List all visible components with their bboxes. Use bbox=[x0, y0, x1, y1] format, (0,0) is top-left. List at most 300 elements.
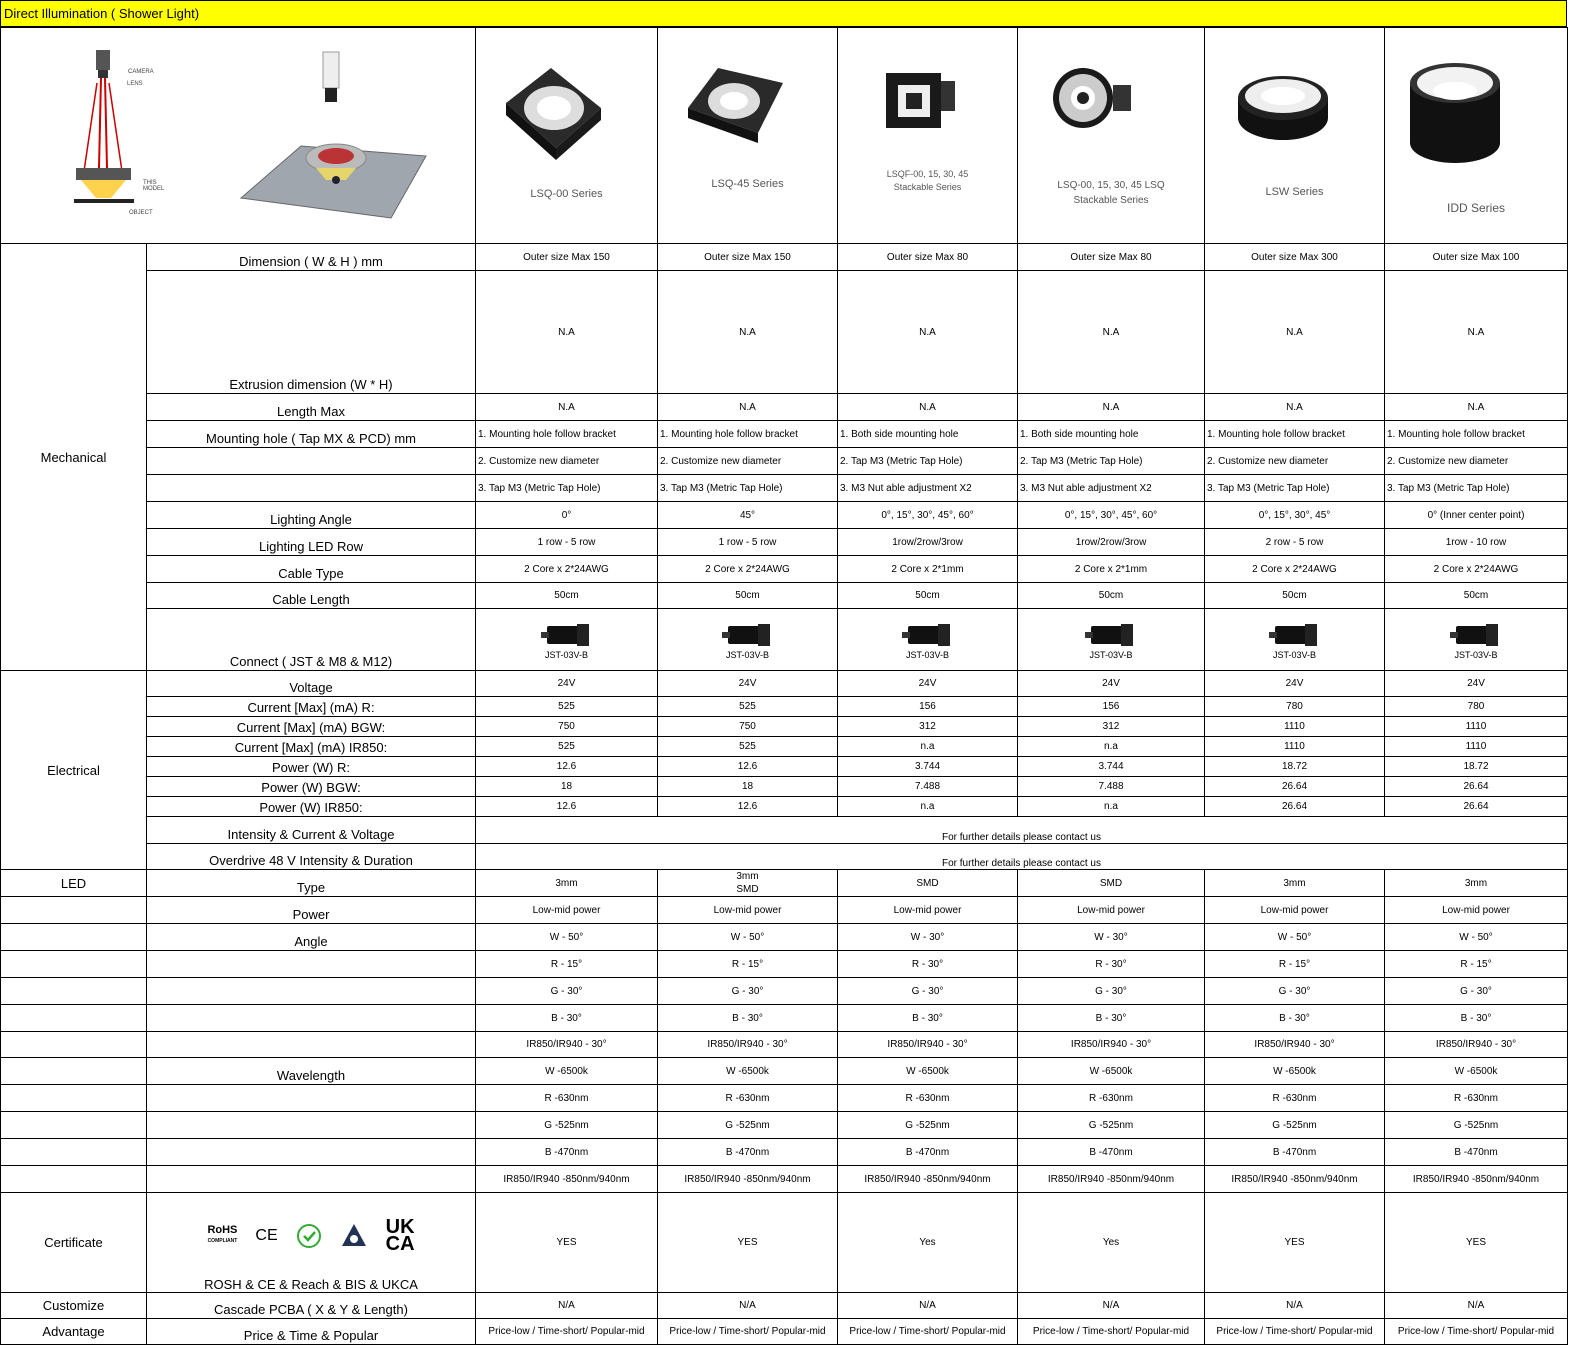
value-cell: G - 30° bbox=[658, 978, 838, 1005]
value-cell: IR850/IR940 - 30° bbox=[658, 1032, 838, 1058]
value-cell: W - 30° bbox=[1018, 924, 1205, 951]
value-cell: Price-low / Time-short/ Popular-mid bbox=[1385, 1319, 1568, 1345]
value-cell: 18 bbox=[476, 777, 658, 797]
value-cell: N/A bbox=[1205, 1293, 1385, 1319]
spec-row bbox=[1, 1166, 1568, 1193]
value-cell: 156 bbox=[1018, 697, 1205, 717]
value-cell: Low-mid power bbox=[838, 897, 1018, 924]
row-label: Price & Time & Popular bbox=[147, 1319, 476, 1345]
row-label bbox=[147, 1005, 476, 1032]
value-cell: 1 row - 5 row bbox=[476, 529, 658, 556]
rohs-icon: RoHS COMPLIANT bbox=[207, 1224, 238, 1244]
value-cell: B - 30° bbox=[658, 1005, 838, 1032]
value-cell: 2. Customize new diameter bbox=[1385, 448, 1568, 475]
value-cell: B - 30° bbox=[1205, 1005, 1385, 1032]
value-cell: G - 30° bbox=[476, 978, 658, 1005]
row-label bbox=[147, 1166, 476, 1193]
lsq00-product-icon bbox=[476, 48, 656, 198]
value-cell: 1. Mounting hole follow bracket bbox=[476, 421, 658, 448]
value-cell: 26.64 bbox=[1385, 797, 1568, 817]
ce-icon: CE bbox=[255, 1227, 278, 1244]
value-cell: N/A bbox=[1018, 1293, 1205, 1319]
value-cell: 525 bbox=[658, 697, 838, 717]
row-label: Mounting hole ( Tap MX & PCD) mm bbox=[147, 421, 476, 448]
value-cell: N/A bbox=[658, 1293, 838, 1319]
value-cell: Price-low / Time-short/ Popular-mid bbox=[838, 1319, 1018, 1345]
value-cell: 3mm bbox=[1205, 870, 1385, 897]
value-cell: 1110 bbox=[1205, 717, 1385, 737]
value-cell: B -470nm bbox=[1018, 1139, 1205, 1166]
row-label: Overdrive 48 V Intensity & Duration bbox=[147, 844, 476, 870]
spec-row bbox=[1, 844, 1568, 870]
value-cell: 2 Core x 2*24AWG bbox=[476, 556, 658, 583]
row-label bbox=[147, 448, 476, 475]
certificate-label: ROSH & CE & Reach & BIS & UKCA bbox=[204, 1277, 418, 1292]
value-cell: W -6500k bbox=[476, 1058, 658, 1085]
certificate-logos-cell bbox=[147, 1193, 476, 1293]
category-electrical: Electrical bbox=[1, 671, 147, 870]
spec-row bbox=[1, 609, 1568, 671]
value-cell: n.a bbox=[1018, 737, 1205, 757]
category-empty bbox=[1, 1139, 147, 1166]
value-cell: 525 bbox=[476, 697, 658, 717]
value-cell: IR850/IR940 -850nm/940nm bbox=[1385, 1166, 1568, 1193]
jst-connector-icon bbox=[1450, 620, 1502, 650]
category-empty bbox=[1, 1085, 147, 1112]
lsq-stack-product-icon bbox=[1018, 43, 1205, 193]
value-cell: N.A bbox=[658, 394, 838, 421]
value-cell: N.A bbox=[1205, 394, 1385, 421]
value-cell: YES bbox=[658, 1193, 838, 1293]
label-camera: CAMERA bbox=[128, 69, 154, 75]
value-cell: 2 Core x 2*1mm bbox=[1018, 556, 1205, 583]
value-cell: N.A bbox=[1385, 271, 1568, 394]
value-cell: 1row/2row/3row bbox=[1018, 529, 1205, 556]
value-cell: 50cm bbox=[476, 583, 658, 609]
connector-label: JST-03V-B bbox=[544, 649, 589, 660]
connector-label: JST-03V-B bbox=[1272, 649, 1317, 660]
row-label: Connect ( JST & M8 & M12) bbox=[147, 609, 476, 671]
spec-row bbox=[1, 502, 1568, 529]
value-cell: YES bbox=[1385, 1193, 1568, 1293]
value-cell: R - 15° bbox=[1385, 951, 1568, 978]
value-cell: W -6500k bbox=[1205, 1058, 1385, 1085]
spec-row bbox=[1, 978, 1568, 1005]
value-cell: N.A bbox=[1018, 271, 1205, 394]
product-image-lsw bbox=[1205, 28, 1385, 244]
category-mechanical: Mechanical bbox=[1, 244, 147, 671]
spec-row bbox=[1, 797, 1568, 817]
value-cell: 26.64 bbox=[1205, 797, 1385, 817]
value-cell: 18.72 bbox=[1385, 757, 1568, 777]
row-label: Current [Max] (mA) BGW: bbox=[147, 717, 476, 737]
value-cell: 780 bbox=[1385, 697, 1568, 717]
value-cell: 1. Mounting hole follow bracket bbox=[658, 421, 838, 448]
customize-row bbox=[1, 1293, 1568, 1319]
value-cell: Price-low / Time-short/ Popular-mid bbox=[658, 1319, 838, 1345]
value-cell: G -525nm bbox=[1205, 1112, 1385, 1139]
value-cell: 26.64 bbox=[1385, 777, 1568, 797]
spec-row bbox=[1, 897, 1568, 924]
row-label bbox=[147, 475, 476, 502]
category-empty bbox=[1, 1112, 147, 1139]
value-cell: R -630nm bbox=[838, 1085, 1018, 1112]
value-cell: IR850/IR940 - 30° bbox=[476, 1032, 658, 1058]
row-label: Power (W) R: bbox=[147, 757, 476, 777]
value-cell: 3mm bbox=[476, 870, 658, 897]
category-empty bbox=[1, 924, 147, 951]
row-label bbox=[147, 1032, 476, 1058]
value-cell: N/A bbox=[838, 1293, 1018, 1319]
connector-cell bbox=[1205, 609, 1385, 671]
value-cell: G -525nm bbox=[658, 1112, 838, 1139]
value-cell: 1. Both side mounting hole bbox=[1018, 421, 1205, 448]
value-cell: R - 30° bbox=[838, 951, 1018, 978]
jst-connector-icon bbox=[1085, 620, 1137, 650]
spec-table bbox=[0, 27, 1568, 1345]
value-cell: 50cm bbox=[658, 583, 838, 609]
value-cell: IR850/IR940 -850nm/940nm bbox=[1205, 1166, 1385, 1193]
value-cell: 12.6 bbox=[658, 757, 838, 777]
spec-row bbox=[1, 870, 1568, 897]
connector-label: JST-03V-B bbox=[905, 649, 950, 660]
category-customize: Customize bbox=[1, 1293, 147, 1319]
value-cell: 156 bbox=[838, 697, 1018, 717]
idd-product-icon bbox=[1385, 43, 1568, 193]
value-cell: B - 30° bbox=[838, 1005, 1018, 1032]
value-cell: 3. M3 Nut able adjustment X2 bbox=[1018, 475, 1205, 502]
label-object: OBJECT bbox=[129, 210, 153, 216]
category-empty bbox=[1, 978, 147, 1005]
value-cell: 3mm SMD bbox=[658, 870, 838, 897]
value-cell: Yes bbox=[1018, 1193, 1205, 1293]
spec-row bbox=[1, 394, 1568, 421]
value-cell: 1row - 10 row bbox=[1385, 529, 1568, 556]
value-cell: 0°, 15°, 30°, 45°, 60° bbox=[838, 502, 1018, 529]
value-cell: IR850/IR940 -850nm/940nm bbox=[1018, 1166, 1205, 1193]
row-label: Lighting LED Row bbox=[147, 529, 476, 556]
value-cell: 24V bbox=[1205, 671, 1385, 697]
spec-row bbox=[1, 951, 1568, 978]
value-cell: N.A bbox=[476, 394, 658, 421]
value-cell: 2 Core x 2*1mm bbox=[838, 556, 1018, 583]
value-cell: 7.488 bbox=[1018, 777, 1205, 797]
value-cell: IR850/IR940 - 30° bbox=[838, 1032, 1018, 1058]
value-cell: 18.72 bbox=[1205, 757, 1385, 777]
connector-cell bbox=[1018, 609, 1205, 671]
spec-row bbox=[1, 448, 1568, 475]
value-cell: W - 30° bbox=[838, 924, 1018, 951]
value-cell: 45° bbox=[658, 502, 838, 529]
jst-connector-icon bbox=[1269, 620, 1321, 650]
series-label: LSW Series bbox=[1265, 186, 1324, 198]
value-cell: 3.744 bbox=[838, 757, 1018, 777]
value-cell: 1110 bbox=[1205, 737, 1385, 757]
image-row bbox=[1, 28, 1568, 244]
value-cell: Outer size Max 100 bbox=[1385, 244, 1568, 271]
value-cell: N.A bbox=[476, 271, 658, 394]
value-cell: W - 50° bbox=[476, 924, 658, 951]
value-cell: n.a bbox=[1018, 797, 1205, 817]
value-cell: R -630nm bbox=[1385, 1085, 1568, 1112]
lsw-product-icon bbox=[1205, 48, 1385, 198]
value-cell: 50cm bbox=[1018, 583, 1205, 609]
value-cell: 26.64 bbox=[1205, 777, 1385, 797]
value-cell: R -630nm bbox=[658, 1085, 838, 1112]
series-label: LSQ-00 Series bbox=[530, 188, 603, 200]
category-empty bbox=[1, 1005, 147, 1032]
value-cell: 1. Mounting hole follow bracket bbox=[1205, 421, 1385, 448]
connector-cell bbox=[838, 609, 1018, 671]
spec-row bbox=[1, 671, 1568, 697]
value-cell: B -470nm bbox=[476, 1139, 658, 1166]
spec-row bbox=[1, 1139, 1568, 1166]
bis-icon bbox=[340, 1222, 368, 1250]
spec-row bbox=[1, 475, 1568, 502]
value-cell: 2 Core x 2*24AWG bbox=[1385, 556, 1568, 583]
label-lens: LENS bbox=[127, 81, 143, 87]
value-cell: 12.6 bbox=[476, 757, 658, 777]
spec-row bbox=[1, 529, 1568, 556]
value-cell: N.A bbox=[1205, 271, 1385, 394]
value-cell: 780 bbox=[1205, 697, 1385, 717]
spec-row bbox=[1, 271, 1568, 394]
value-cell: G -525nm bbox=[1385, 1112, 1568, 1139]
value-cell: 0°, 15°, 30°, 45°, 60° bbox=[1018, 502, 1205, 529]
value-cell: Low-mid power bbox=[1385, 897, 1568, 924]
value-cell: 312 bbox=[1018, 717, 1205, 737]
value-cell: IR850/IR940 - 30° bbox=[1385, 1032, 1568, 1058]
connector-cell bbox=[476, 609, 658, 671]
value-cell: 50cm bbox=[1385, 583, 1568, 609]
value-cell: 24V bbox=[1018, 671, 1205, 697]
row-label: Angle bbox=[147, 924, 476, 951]
value-cell: W -6500k bbox=[1018, 1058, 1205, 1085]
spec-row bbox=[1, 717, 1568, 737]
value-cell: Low-mid power bbox=[658, 897, 838, 924]
value-cell: G -525nm bbox=[476, 1112, 658, 1139]
value-cell: 1 row - 5 row bbox=[658, 529, 838, 556]
product-image-idd bbox=[1385, 28, 1568, 244]
value-cell: G -525nm bbox=[838, 1112, 1018, 1139]
value-cell: 2 Core x 2*24AWG bbox=[658, 556, 838, 583]
value-cell: 3.744 bbox=[1018, 757, 1205, 777]
value-cell: 525 bbox=[658, 737, 838, 757]
value-cell: 2. Customize new diameter bbox=[476, 448, 658, 475]
product-image-lsq-stack bbox=[1018, 28, 1205, 244]
value-cell: 24V bbox=[1385, 671, 1568, 697]
row-label: Type bbox=[147, 870, 476, 897]
value-cell: W - 50° bbox=[658, 924, 838, 951]
series-label: LSQ-00, 15, 30, 45 LSQ Stackable Series bbox=[1057, 180, 1165, 206]
ukca-icon: UK CA bbox=[385, 1216, 415, 1255]
value-cell: B -470nm bbox=[658, 1139, 838, 1166]
value-cell: 18 bbox=[658, 777, 838, 797]
value-cell: N.A bbox=[1385, 394, 1568, 421]
spec-row bbox=[1, 777, 1568, 797]
connector-label: JST-03V-B bbox=[1454, 649, 1498, 660]
value-cell: 2. Customize new diameter bbox=[1205, 448, 1385, 475]
spec-row bbox=[1, 556, 1568, 583]
value-cell: G - 30° bbox=[1205, 978, 1385, 1005]
value-cell: 50cm bbox=[838, 583, 1018, 609]
value-cell: Outer size Max 300 bbox=[1205, 244, 1385, 271]
row-label: Power bbox=[147, 897, 476, 924]
value-cell: YES bbox=[476, 1193, 658, 1293]
value-cell: Low-mid power bbox=[476, 897, 658, 924]
category-empty bbox=[1, 1032, 147, 1058]
label-model: THIS bbox=[143, 180, 157, 186]
connector-label: JST-03V-B bbox=[725, 649, 770, 660]
row-label: Lighting Angle bbox=[147, 502, 476, 529]
spec-row bbox=[1, 924, 1568, 951]
value-cell: Price-low / Time-short/ Popular-mid bbox=[1205, 1319, 1385, 1345]
value-cell: IR850/IR940 - 30° bbox=[1205, 1032, 1385, 1058]
value-cell: W -6500k bbox=[658, 1058, 838, 1085]
product-image-lsqf bbox=[838, 28, 1018, 244]
value-cell: B -470nm bbox=[1385, 1139, 1568, 1166]
value-cell: 3mm bbox=[1385, 870, 1568, 897]
certificate-row bbox=[1, 1193, 1568, 1293]
product-image-lsq45 bbox=[658, 28, 838, 244]
value-cell: IR850/IR940 -850nm/940nm bbox=[658, 1166, 838, 1193]
spec-row bbox=[1, 1058, 1568, 1085]
value-cell: Low-mid power bbox=[1205, 897, 1385, 924]
category-empty bbox=[1, 1166, 147, 1193]
value-cell: 24V bbox=[476, 671, 658, 697]
connector-label: JST-03V-B bbox=[1089, 649, 1133, 660]
row-label: Voltage bbox=[147, 671, 476, 697]
value-cell: 3. Tap M3 (Metric Tap Hole) bbox=[1385, 475, 1568, 502]
series-label: LSQF-00, 15, 30, 45 Stackable Series bbox=[886, 169, 969, 192]
row-label: Intensity & Current & Voltage bbox=[147, 817, 476, 844]
spec-row bbox=[1, 1085, 1568, 1112]
sheet-title: Direct Illumination ( Shower Light) bbox=[0, 0, 1567, 27]
row-label: Wavelength bbox=[147, 1058, 476, 1085]
spec-row bbox=[1, 1005, 1568, 1032]
value-cell: 3. Tap M3 (Metric Tap Hole) bbox=[476, 475, 658, 502]
value-cell: N.A bbox=[658, 271, 838, 394]
row-label: Current [Max] (mA) R: bbox=[147, 697, 476, 717]
value-cell: N.A bbox=[838, 271, 1018, 394]
spec-row bbox=[1, 1112, 1568, 1139]
category-empty bbox=[1, 1058, 147, 1085]
value-cell: B - 30° bbox=[1385, 1005, 1568, 1032]
contact-note: For further details please contact us bbox=[476, 844, 1568, 870]
advantage-row bbox=[1, 1319, 1568, 1345]
row-label bbox=[147, 1085, 476, 1112]
value-cell: 1110 bbox=[1385, 737, 1568, 757]
value-cell: IR850/IR940 -850nm/940nm bbox=[476, 1166, 658, 1193]
spec-row bbox=[1, 697, 1568, 717]
value-cell: 1row/2row/3row bbox=[838, 529, 1018, 556]
jst-connector-icon bbox=[902, 620, 954, 650]
value-cell: 2 Core x 2*24AWG bbox=[1205, 556, 1385, 583]
spec-row bbox=[1, 583, 1568, 609]
value-cell: 312 bbox=[838, 717, 1018, 737]
value-cell: R -630nm bbox=[1205, 1085, 1385, 1112]
value-cell: SMD bbox=[1018, 870, 1205, 897]
value-cell: B -470nm bbox=[1205, 1139, 1385, 1166]
row-label bbox=[147, 978, 476, 1005]
category-empty bbox=[1, 897, 147, 924]
spec-row bbox=[1, 421, 1568, 448]
value-cell: 3. M3 Nut able adjustment X2 bbox=[838, 475, 1018, 502]
value-cell: R - 15° bbox=[476, 951, 658, 978]
value-cell: 24V bbox=[658, 671, 838, 697]
contact-note: For further details please contact us bbox=[476, 817, 1568, 844]
value-cell: N.A bbox=[1018, 394, 1205, 421]
value-cell: SMD bbox=[838, 870, 1018, 897]
value-cell: 0°, 15°, 30°, 45° bbox=[1205, 502, 1385, 529]
value-cell: 12.6 bbox=[658, 797, 838, 817]
value-cell: 7.488 bbox=[838, 777, 1018, 797]
value-cell: 750 bbox=[658, 717, 838, 737]
value-cell: IR850/IR940 -850nm/940nm bbox=[838, 1166, 1018, 1193]
row-label: Current [Max] (mA) IR850: bbox=[147, 737, 476, 757]
value-cell: Price-low / Time-short/ Popular-mid bbox=[1018, 1319, 1205, 1345]
row-label: Power (W) BGW: bbox=[147, 777, 476, 797]
row-label bbox=[147, 1112, 476, 1139]
value-cell: Yes bbox=[838, 1193, 1018, 1293]
lsq45-product-icon bbox=[658, 43, 838, 193]
category-advantage: Advantage bbox=[1, 1319, 147, 1345]
value-cell: Outer size Max 80 bbox=[838, 244, 1018, 271]
spec-row bbox=[1, 244, 1568, 271]
row-label: Cascade PCBA ( X & Y & Length) bbox=[147, 1293, 476, 1319]
value-cell: 0° (Inner center point) bbox=[1385, 502, 1568, 529]
setup-diagram bbox=[1, 28, 471, 238]
value-cell: 2. Customize new diameter bbox=[658, 448, 838, 475]
value-cell: W -6500k bbox=[838, 1058, 1018, 1085]
value-cell: B - 30° bbox=[476, 1005, 658, 1032]
value-cell: N/A bbox=[1385, 1293, 1568, 1319]
row-label bbox=[147, 1139, 476, 1166]
value-cell: W - 50° bbox=[1205, 924, 1385, 951]
value-cell: Outer size Max 150 bbox=[658, 244, 838, 271]
value-cell: B - 30° bbox=[1018, 1005, 1205, 1032]
value-cell: IR850/IR940 - 30° bbox=[1018, 1032, 1205, 1058]
value-cell: G - 30° bbox=[1385, 978, 1568, 1005]
value-cell: 50cm bbox=[1205, 583, 1385, 609]
spec-row bbox=[1, 817, 1568, 844]
reach-icon bbox=[296, 1223, 322, 1249]
value-cell: n.a bbox=[838, 797, 1018, 817]
value-cell: Outer size Max 80 bbox=[1018, 244, 1205, 271]
value-cell: 3. Tap M3 (Metric Tap Hole) bbox=[1205, 475, 1385, 502]
value-cell: 1. Mounting hole follow bracket bbox=[1385, 421, 1568, 448]
value-cell: G - 30° bbox=[1018, 978, 1205, 1005]
row-label: Dimension ( W & H ) mm bbox=[147, 244, 476, 271]
row-label: Cable Type bbox=[147, 556, 476, 583]
value-cell: N/A bbox=[476, 1293, 658, 1319]
series-label: LSQ-45 Series bbox=[711, 178, 784, 190]
value-cell: Outer size Max 150 bbox=[476, 244, 658, 271]
connector-cell bbox=[658, 609, 838, 671]
category-led: LED bbox=[1, 870, 147, 897]
value-cell: R - 15° bbox=[1205, 951, 1385, 978]
value-cell: W -6500k bbox=[1385, 1058, 1568, 1085]
value-cell: 3. Tap M3 (Metric Tap Hole) bbox=[658, 475, 838, 502]
value-cell: B -470nm bbox=[838, 1139, 1018, 1166]
value-cell: 12.6 bbox=[476, 797, 658, 817]
svg-text:MODEL: MODEL bbox=[143, 186, 165, 192]
value-cell: Price-low / Time-short/ Popular-mid bbox=[476, 1319, 658, 1345]
row-label: Cable Length bbox=[147, 583, 476, 609]
jst-connector-icon bbox=[722, 620, 774, 650]
spec-row bbox=[1, 737, 1568, 757]
spec-row bbox=[1, 757, 1568, 777]
